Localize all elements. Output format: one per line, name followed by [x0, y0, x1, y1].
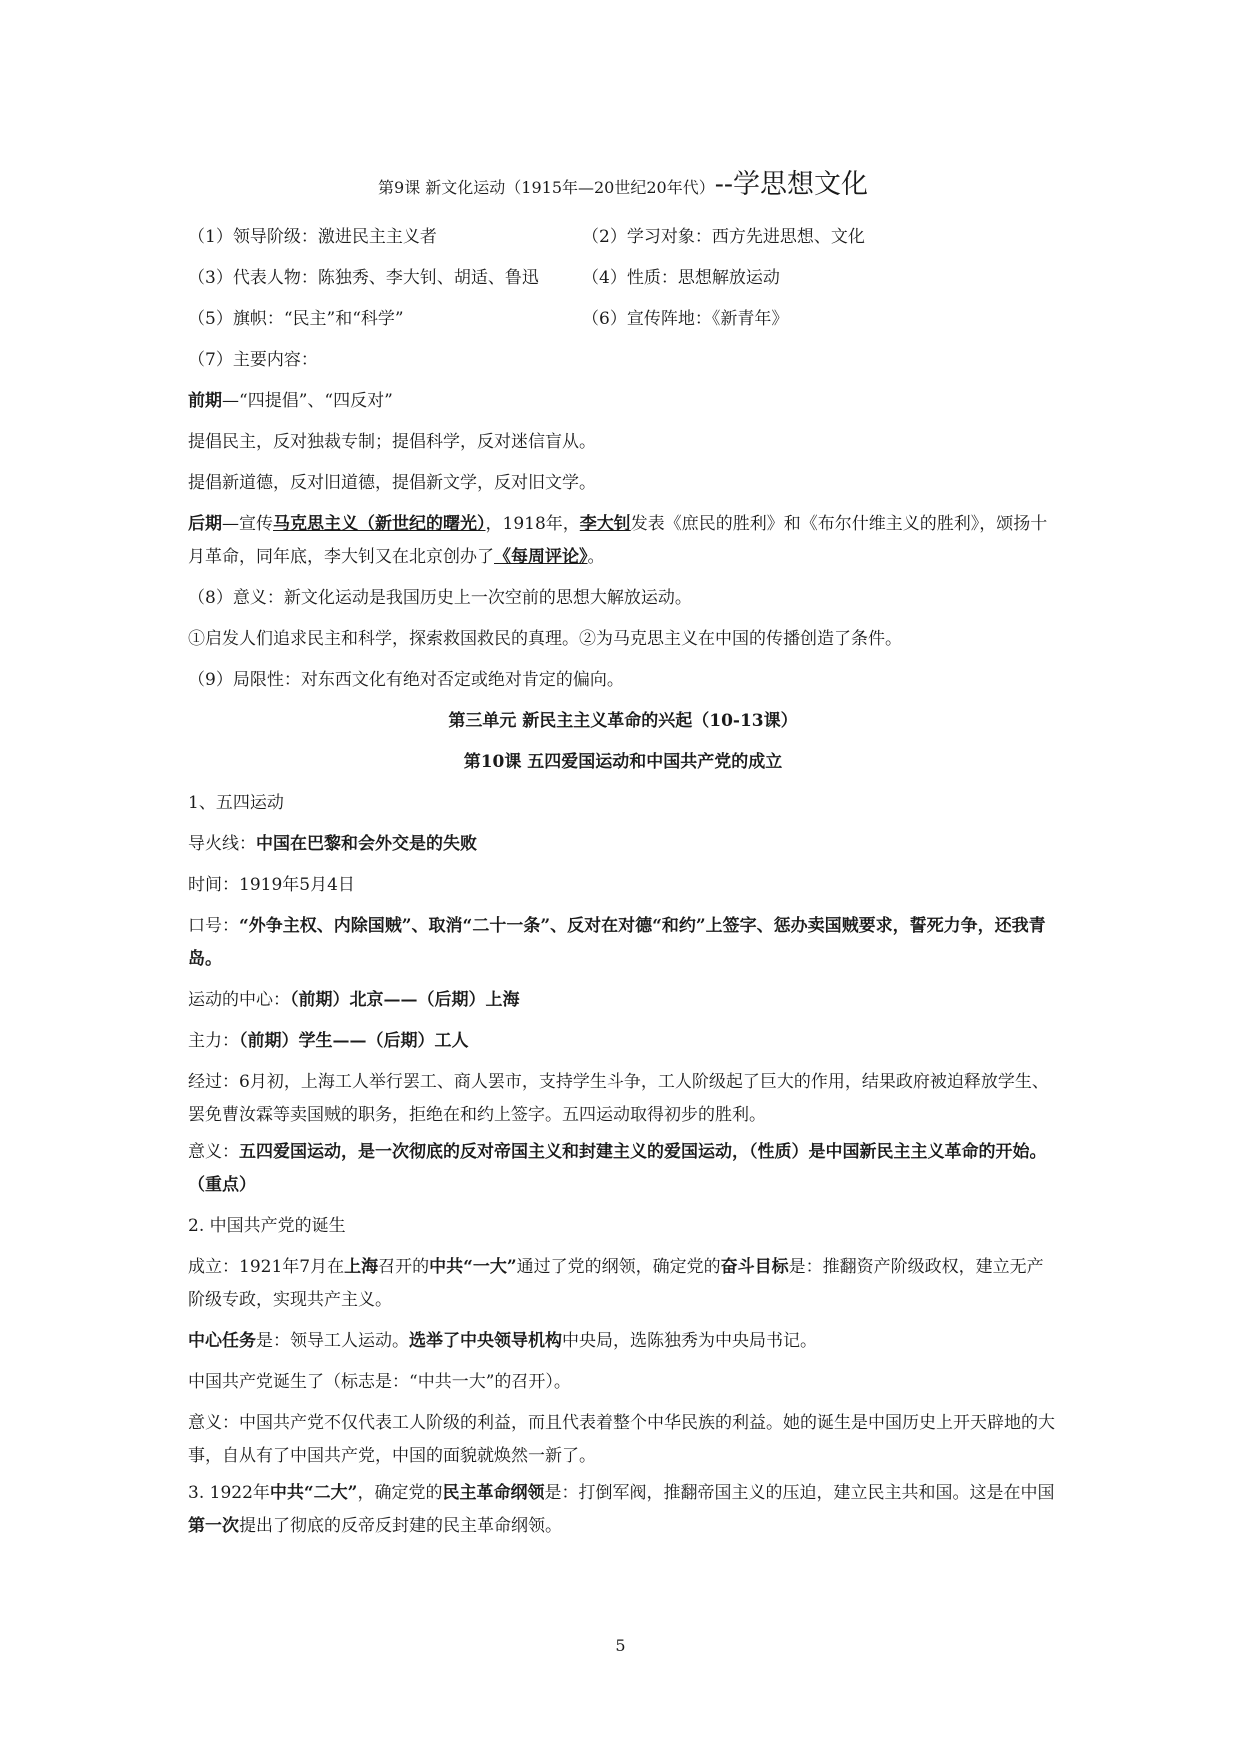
center-text: （前期）北京——（后期）上海 — [290, 990, 520, 1010]
may4-meaning — [188, 1136, 1058, 1202]
may4-section-title: 1、五四运动 — [188, 793, 284, 813]
early-line-2: 提倡新道德，反对旧道德，提倡新文学，反对旧文学。 — [188, 473, 596, 493]
may4-fuse — [188, 824, 1058, 865]
fuse-label: 导火线： — [188, 834, 256, 854]
early-period — [188, 381, 1058, 422]
marxism-text: 马克思主义（新世纪的曙光） — [273, 514, 486, 534]
item-banner: （5）旗帜：“民主”和“科学” — [188, 309, 404, 329]
may4-process: 经过：6月初，上海工人举行罢工、商人罢市，支持学生斗争，工人阶级起了巨大的作用，结果政府被迫释放学生、罢免曹汝霖等卖国贼的职务，拒绝在和约上签字。五四运动取得初步的胜利。 — [188, 1072, 1049, 1125]
item-limitation: （9）局限性：对东西文化有绝对否定或绝对肯定的偏向。 — [188, 670, 624, 690]
may4-center — [188, 980, 1058, 1021]
may4-slogan — [188, 910, 1058, 976]
li-dazhao-text: 李大钊 — [579, 514, 631, 534]
cpc-found-text-4: 是：推翻资产阶级政权，建立无产阶级专政，实现共产主义。 — [188, 1257, 1044, 1310]
early-period-label: 前期 — [188, 391, 222, 411]
cpc-task-text-2: 中央局，选陈独秀为中央局书记。 — [562, 1331, 817, 1351]
early-period-text: —“四提倡”、“四反对” — [222, 391, 393, 411]
center-label: 运动的中心： — [188, 990, 290, 1010]
second-text-3: 是：打倒军阀，推翻帝国主义的压迫，建立民主共和国。这是在中国 — [544, 1483, 1055, 1503]
cpc-elected-text: 选举了中央领导机构 — [409, 1331, 562, 1351]
main-force-text: （前期）学生——（后期）工人 — [239, 1031, 469, 1051]
lesson10-heading: 第10课 五四爱国运动和中国共产党的成立 — [463, 752, 783, 772]
second-program: 民主革命纲领 — [442, 1483, 545, 1503]
item-significance-detail: ①启发人们追求民主和科学，探索救国救民的真理。②为马克思主义在中国的传播创造了条件。 — [188, 629, 902, 649]
item-row-1 — [188, 217, 1058, 258]
slogan-label: 口号： — [188, 916, 239, 936]
may4-time: 时间：1919年5月4日 — [188, 875, 355, 895]
document-page — [188, 166, 1058, 1547]
cpc-found-text-2: 召开的 — [378, 1257, 430, 1277]
early-line-1: 提倡民主，反对独裁专制；提倡科学，反对迷信盲从。 — [188, 432, 596, 452]
item-leading-class: （1）领导阶级：激进民主主义者 — [188, 227, 437, 247]
cpc-central-task — [188, 1321, 1058, 1362]
weekly-review-text: 《每周评论》 — [494, 547, 588, 567]
second-congress-name: 中共“二大” — [269, 1483, 358, 1503]
item-main-content: （7）主要内容： — [188, 350, 318, 370]
fuse-text: 中国在巴黎和会外交是的失败 — [256, 834, 477, 854]
late-text-1: —宣传 — [222, 514, 273, 534]
item-publicity: （6）宣传阵地：《新青年》 — [582, 309, 789, 329]
late-text-3: 发表《庶民的胜利》和《布尔什维主义的胜利》，颂扬十月革命，同年底，李大钊又在北京创办了 — [188, 514, 1048, 567]
main-force-label: 主力： — [188, 1031, 239, 1051]
item-row-2 — [188, 258, 1058, 299]
cpc-found-place: 上海 — [344, 1257, 379, 1277]
cpc-found-text-1: 成立：1921年7月在 — [188, 1257, 345, 1277]
cpc-task-label: 中心任务 — [188, 1331, 256, 1351]
may4-meaning-label: 意义： — [188, 1142, 239, 1162]
cpc-meaning: 意义：中国共产党不仅代表工人阶级的利益，而且代表着整个中华民族的利益。她的诞生是中国历史上开天辟地的大事，自从有了中国共产党，中国的面貌就焕然一新了。 — [188, 1413, 1055, 1466]
late-text-4: 。 — [587, 547, 605, 567]
lesson9-title — [188, 166, 1058, 207]
second-text-2: ，确定党的 — [357, 1483, 443, 1503]
cpc-found-text-3: 通过了党的纲领，确定党的 — [516, 1257, 721, 1277]
item-learning-target: （2）学习对象：西方先进思想、文化 — [582, 227, 865, 247]
cpc-born: 中国共产党诞生了（标志是：“中共一大”的召开）。 — [188, 1372, 571, 1392]
item-row-3 — [188, 299, 1058, 340]
second-text-4: 提出了彻底的反帝反封建的民主革命纲领。 — [239, 1516, 562, 1536]
second-text-1: 3. 1922年 — [188, 1483, 270, 1503]
cpc-goal-label: 奋斗目标 — [720, 1257, 789, 1277]
lesson9-title-suffix: --学思想文化 — [714, 169, 868, 200]
item-significance: （8）意义：新文化运动是我国历史上一次空前的思想大解放运动。 — [188, 588, 692, 608]
late-text-2: ，1918年， — [485, 514, 580, 534]
may4-main-force — [188, 1021, 1058, 1062]
item-representatives: （3）代表人物：陈独秀、李大钊、胡适、鲁迅 — [188, 268, 539, 288]
may4-meaning-text: 五四爱国运动，是一次彻底的反对帝国主义和封建主义的爱国运动，（性质）是中国新民主主义革命的开始。（重点） — [188, 1142, 1047, 1195]
cpc-task-text-1: 是：领导工人运动。 — [256, 1331, 409, 1351]
second-first-time: 第一次 — [188, 1516, 239, 1536]
cpc-section-title: 2. 中国共产党的诞生 — [188, 1216, 346, 1236]
second-congress — [188, 1477, 1058, 1543]
slogan-text: “外争主权、内除国贼”、取消“二十一条”、反对在对德“和约”上签字、惩办卖国贼要求，誓死力争，还我青岛。 — [188, 916, 1046, 969]
page-number: 5 — [615, 1636, 626, 1655]
late-period — [188, 508, 1058, 574]
lesson9-title-main: 第9课 新文化运动（1915年—20世纪20年代） — [378, 178, 715, 197]
item-nature: （4）性质：思想解放运动 — [582, 268, 780, 288]
unit3-heading: 第三单元 新民主主义革命的兴起（10-13课） — [448, 711, 798, 731]
cpc-founding — [188, 1251, 1058, 1317]
cpc-first-congress: 中共“一大” — [429, 1257, 517, 1277]
late-period-label: 后期 — [188, 514, 222, 534]
